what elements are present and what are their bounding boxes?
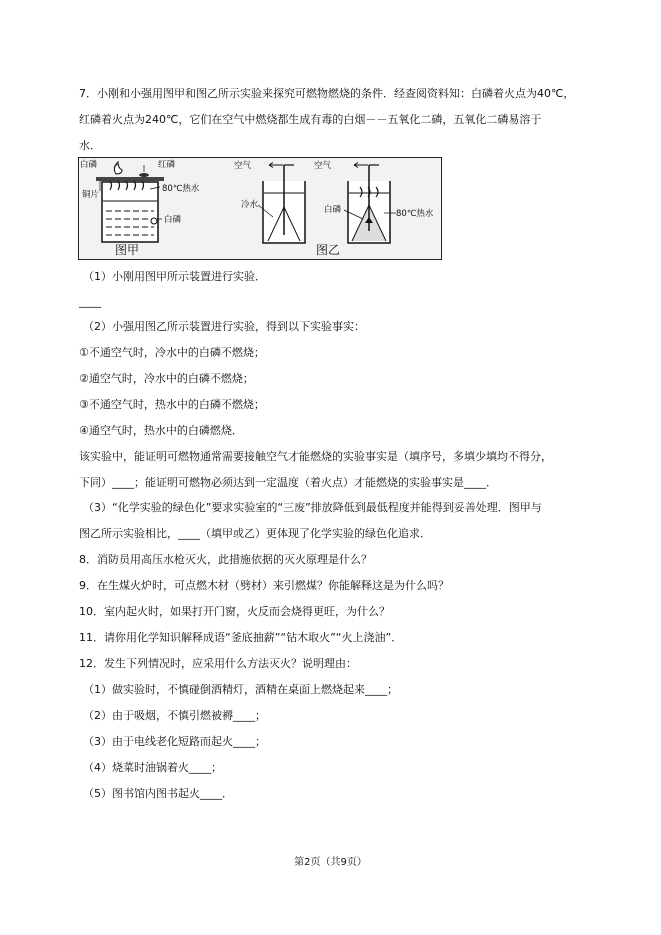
q7-fact-2: ②通空气时，冷水中的白磷不燃烧； [79,372,254,385]
q7-sub3-line1: （3）“化学实验的绿色化”要求实验室的“三废”排放降低到最低程度并能得到妥善处理．图甲与 [83,501,542,514]
q12-item-2: （2）由于吸烟，不慎引燃被褥____； [83,709,266,722]
q7-sub1: （1）小刚用图甲所示装置进行实验． [83,270,266,283]
label-jia-white-p-bottom: 白磷 [164,215,182,225]
label-jia-red-p: 红磷 [158,160,176,170]
q7-conclusion-line1: 该实验中，能证明可燃物通常需要接触空气才能燃烧的实验事实是（填序号，多填少填均不得分， [79,450,552,463]
q7-fact-3: ③不通空气时，热水中的白磷不燃烧； [79,398,265,411]
q7-stem-line1: 7．小刚和小强用图甲和图乙所示实验来探究可燃物燃烧的条件．经查阅资料知：白磷着火点为40℃， [79,87,575,100]
q7-fact-4: ④通空气时，热水中的白磷燃烧． [79,424,243,437]
q8: 8．消防员用高压水枪灭火，此措施依据的灭火原理是什么？ [79,553,372,566]
q7-sub2: （2）小强用图乙所示装置进行实验，得到以下实验事实： [83,320,365,333]
q12-item-4: （4）烧菜时油锅着火____； [83,761,222,774]
q7-fact-1: ①不通空气时，冷水中的白磷不燃烧； [79,346,265,359]
experiment-figure [78,157,442,260]
q9: 9．在生煤火炉时，可点燃木材（劈材）来引燃煤？你能解释这是为什么吗？ [79,579,449,592]
label-yi-cold-water: 冷水 [241,200,259,210]
q12-item-5: （5）图书馆内图书起火____． [83,787,233,800]
q12-item-1: （1）做实验时，不慎碰倒酒精灯，酒精在桌面上燃烧起来____； [83,683,398,696]
page-footer: 第2页（共9页） [294,857,367,868]
caption-jia: 图甲 [115,243,140,257]
q11: 11．请你用化学知识解释成语“釜底抽薪”“钻木取火”“火上浇油”． [79,631,403,644]
label-jia-hot-water: 80℃热水 [162,184,200,194]
label-yi-air-right: 空气 [314,161,332,171]
q12-stem: 12．发生下列情况时，应采用什么方法灭火？说明理由： [79,657,357,670]
q7-blank1: ____ [79,295,101,308]
q10: 10．室内起火时，如果打开门窗，火反而会烧得更旺，为什么？ [79,605,390,618]
q12-item-3: （3）由于电线老化短路而起火____； [83,735,266,748]
q7-stem-line3: 水． [79,139,101,152]
q7-sub3-line2: 图乙所示实验相比，____（填甲或乙）更体现了化学实验的绿色化追求． [79,527,431,540]
q7-conclusion-line2: 下同）____；能证明可燃物必须达到一定温度（着火点）才能燃烧的实验事实是____． [79,476,497,489]
caption-yi: 图乙 [316,243,341,257]
label-yi-hot-water: 80℃热水 [396,209,434,219]
label-yi-air-left: 空气 [234,161,252,171]
q7-stem-line2: 红磷着火点为240℃，它们在空气中燃烧都生成有毒的白烟－－五氧化二磷，五氧化二磷易溶于 [79,113,542,126]
label-yi-white-p: 白磷 [324,205,342,215]
label-jia-copper: 铜片 [82,190,100,200]
label-jia-white-p-top: 白磷 [80,160,98,170]
